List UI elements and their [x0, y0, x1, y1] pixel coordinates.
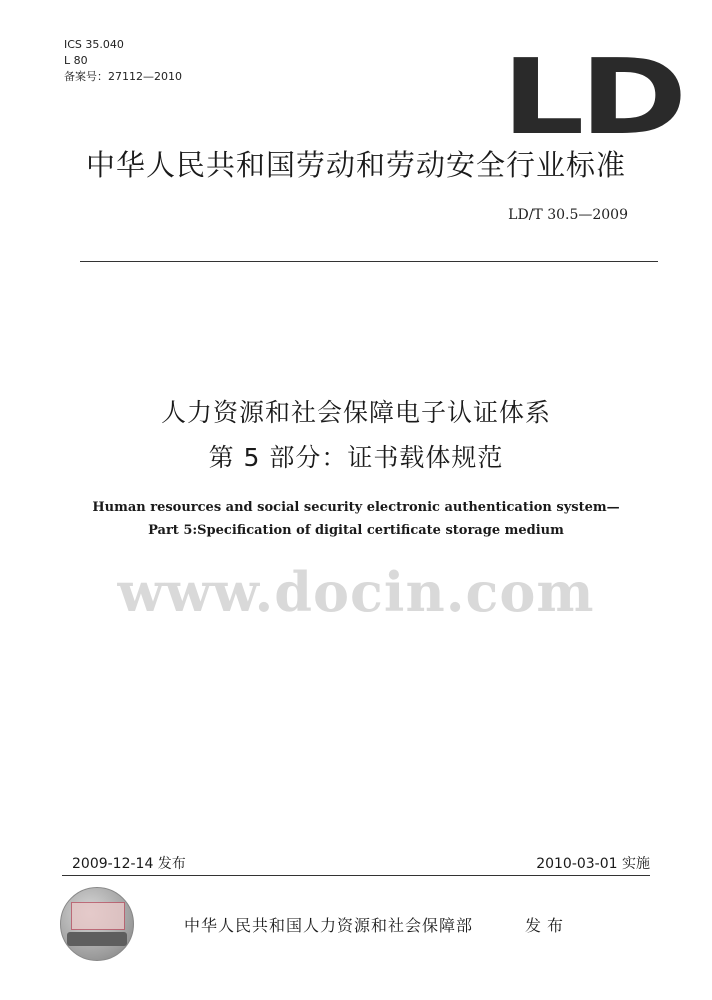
title-cn-line1: 人力资源和社会保障电子认证体系: [160, 398, 551, 427]
ccs-code: L 80: [64, 54, 88, 67]
metadata-block: [64, 37, 182, 85]
title-en-line2: Part 5:Specification of digital certificate storage medium: [148, 523, 564, 538]
issuing-authority: 中华人民共和国人力资源和社会保障部: [184, 916, 474, 935]
anti-counterfeit-seal-icon: [60, 887, 134, 961]
title-en-line1: Human resources and social security electronic authentication system—: [92, 500, 620, 515]
footer-divider: [62, 875, 650, 876]
record-number: 备案号：27112—2010: [64, 70, 182, 83]
title-cn-line2: 第 5 部分：证书载体规范: [208, 443, 504, 472]
standard-code: LD/T 30.5—2009: [508, 207, 628, 223]
implement-date: 2010-03-01 实施: [536, 856, 650, 872]
header-divider: [80, 261, 658, 262]
standard-category-title: 中华人民共和国劳动和劳动安全行业标准: [85, 148, 626, 182]
ics-code: ICS 35.040: [64, 38, 124, 51]
issue-label: 发布: [525, 916, 570, 935]
publish-date: 2009-12-14 发布: [72, 856, 186, 872]
watermark: www.docin.com: [117, 560, 595, 624]
ld-logo: LD: [501, 57, 683, 137]
